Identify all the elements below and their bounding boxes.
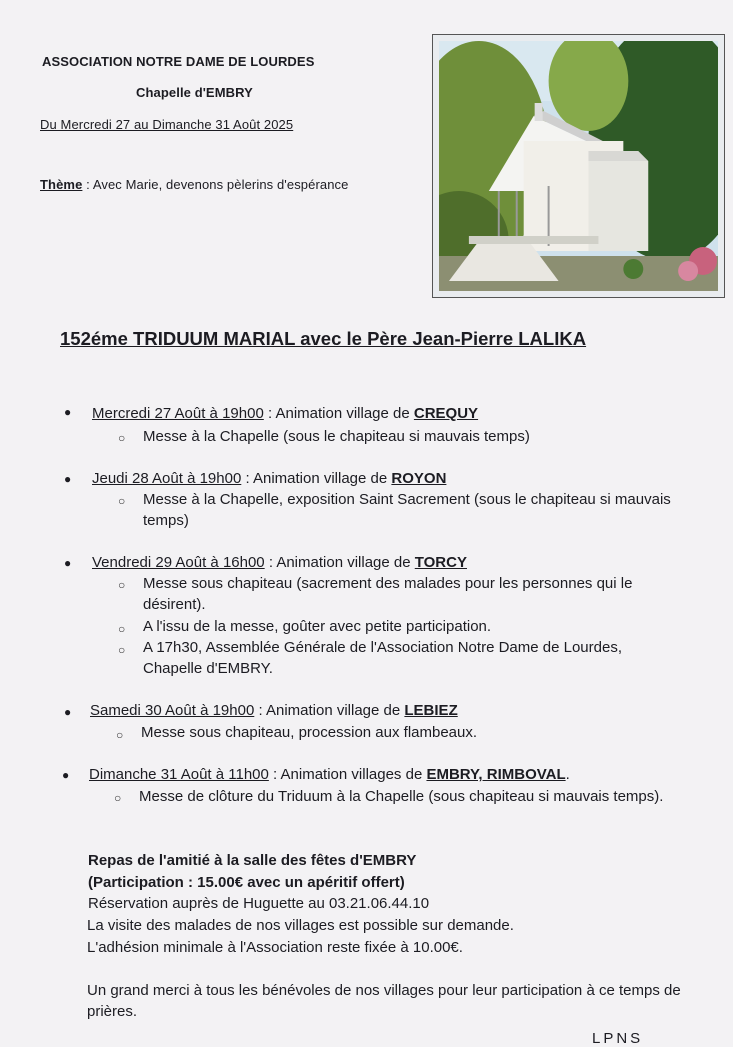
lpns-mark: LPNS (592, 1030, 644, 1047)
day-date: Jeudi 28 Août à 19h00 (92, 470, 242, 487)
day-text: : Animation village de (254, 702, 405, 719)
theme-text: : Avec Marie, devenons pèlerins d'espérance (82, 177, 349, 192)
bullet-icon: ● (64, 556, 72, 570)
repas-line-1: Repas de l'amitié à la salle des fêtes d'EMBRY (88, 852, 417, 869)
visite-line: La visite des malades de nos villages est possible sur demande. (87, 917, 514, 934)
sub-bullet-icon: ○ (118, 431, 126, 445)
day-village: TORCY (414, 554, 467, 571)
bullet-icon: ● (64, 405, 72, 419)
day-village: EMBRY, RIMBOVAL (426, 766, 566, 783)
day-item: Messe à la Chapelle, exposition Saint Sacrement (sous le chapiteau si mauvais temps) (143, 491, 671, 529)
day-entry-5 (89, 764, 570, 785)
chapel-name: Chapelle d'EMBRY (136, 85, 253, 100)
day-text: : Animation village de (264, 554, 415, 571)
day-text: : Animation village de (263, 405, 414, 422)
page-title: 152éme TRIDUUM MARIAL avec le Père Jean-Pierre LALIKA (60, 328, 587, 349)
association-name: ASSOCIATION NOTRE DAME DE LOURDES (42, 54, 315, 69)
event-dates: Du Mercredi 27 au Dimanche 31 Août 2025 (40, 117, 294, 132)
day-item: Messe sous chapiteau (sacrement des malades pour les personnes qui le désirent). (143, 575, 633, 613)
day-tail: . (565, 766, 570, 783)
day-village: CREQUY (413, 405, 479, 422)
bullet-icon: ● (62, 768, 70, 782)
merci-paragraph: Un grand merci à tous les bénévoles de nos villages pour leur participation à ce temps de prières. (87, 982, 681, 1020)
reservation-line: Réservation auprès de Huguette au 03.21.06.44.10 (88, 895, 430, 912)
day-text: : Animation villages de (268, 766, 427, 783)
day-village: LEBIEZ (404, 702, 458, 719)
day-item: Messe de clôture du Triduum à la Chapelle (sous chapiteau si mauvais temps). (139, 788, 664, 805)
bullet-icon: ● (64, 705, 72, 719)
sub-bullet-icon: ○ (116, 728, 124, 742)
sub-bullet-icon: ○ (118, 643, 126, 657)
day-date: Mercredi 27 Août à 19h00 (92, 405, 264, 422)
sub-bullet-icon: ○ (118, 578, 126, 592)
bullet-icon: ● (64, 472, 72, 486)
sub-bullet-icon: ○ (118, 494, 126, 508)
day-item: Messe sous chapiteau, procession aux flambeaux. (141, 724, 478, 741)
day-entry-1 (92, 403, 478, 424)
day-entry-3 (92, 552, 467, 573)
adhesion-line: L'adhésion minimale à l'Association reste fixée à 10.00€. (87, 939, 463, 956)
day-date: Samedi 30 Août à 19h00 (90, 702, 255, 719)
sub-bullet-icon: ○ (114, 791, 122, 805)
day-item: A 17h30, Assemblée Générale de l'Association Notre Dame de Lourdes, Chapelle d'EMBRY. (143, 639, 622, 677)
day-village: ROYON (391, 470, 447, 487)
sub-bullet-icon: ○ (118, 622, 126, 636)
day-item: A l'issu de la messe, goûter avec petite participation. (143, 618, 492, 635)
day-entry-4 (90, 700, 458, 721)
day-date: Dimanche 31 Août à 11h00 (89, 766, 269, 783)
day-text: : Animation village de (241, 470, 392, 487)
day-entry-2 (92, 468, 446, 489)
repas-line-2: (Participation : 15.00€ avec un apéritif offert) (88, 874, 405, 891)
day-item: Messe à la Chapelle (sous le chapiteau si mauvais temps) (143, 428, 530, 445)
day-date: Vendredi 29 Août à 16h00 (92, 554, 265, 571)
theme-label: Thème (40, 177, 83, 192)
